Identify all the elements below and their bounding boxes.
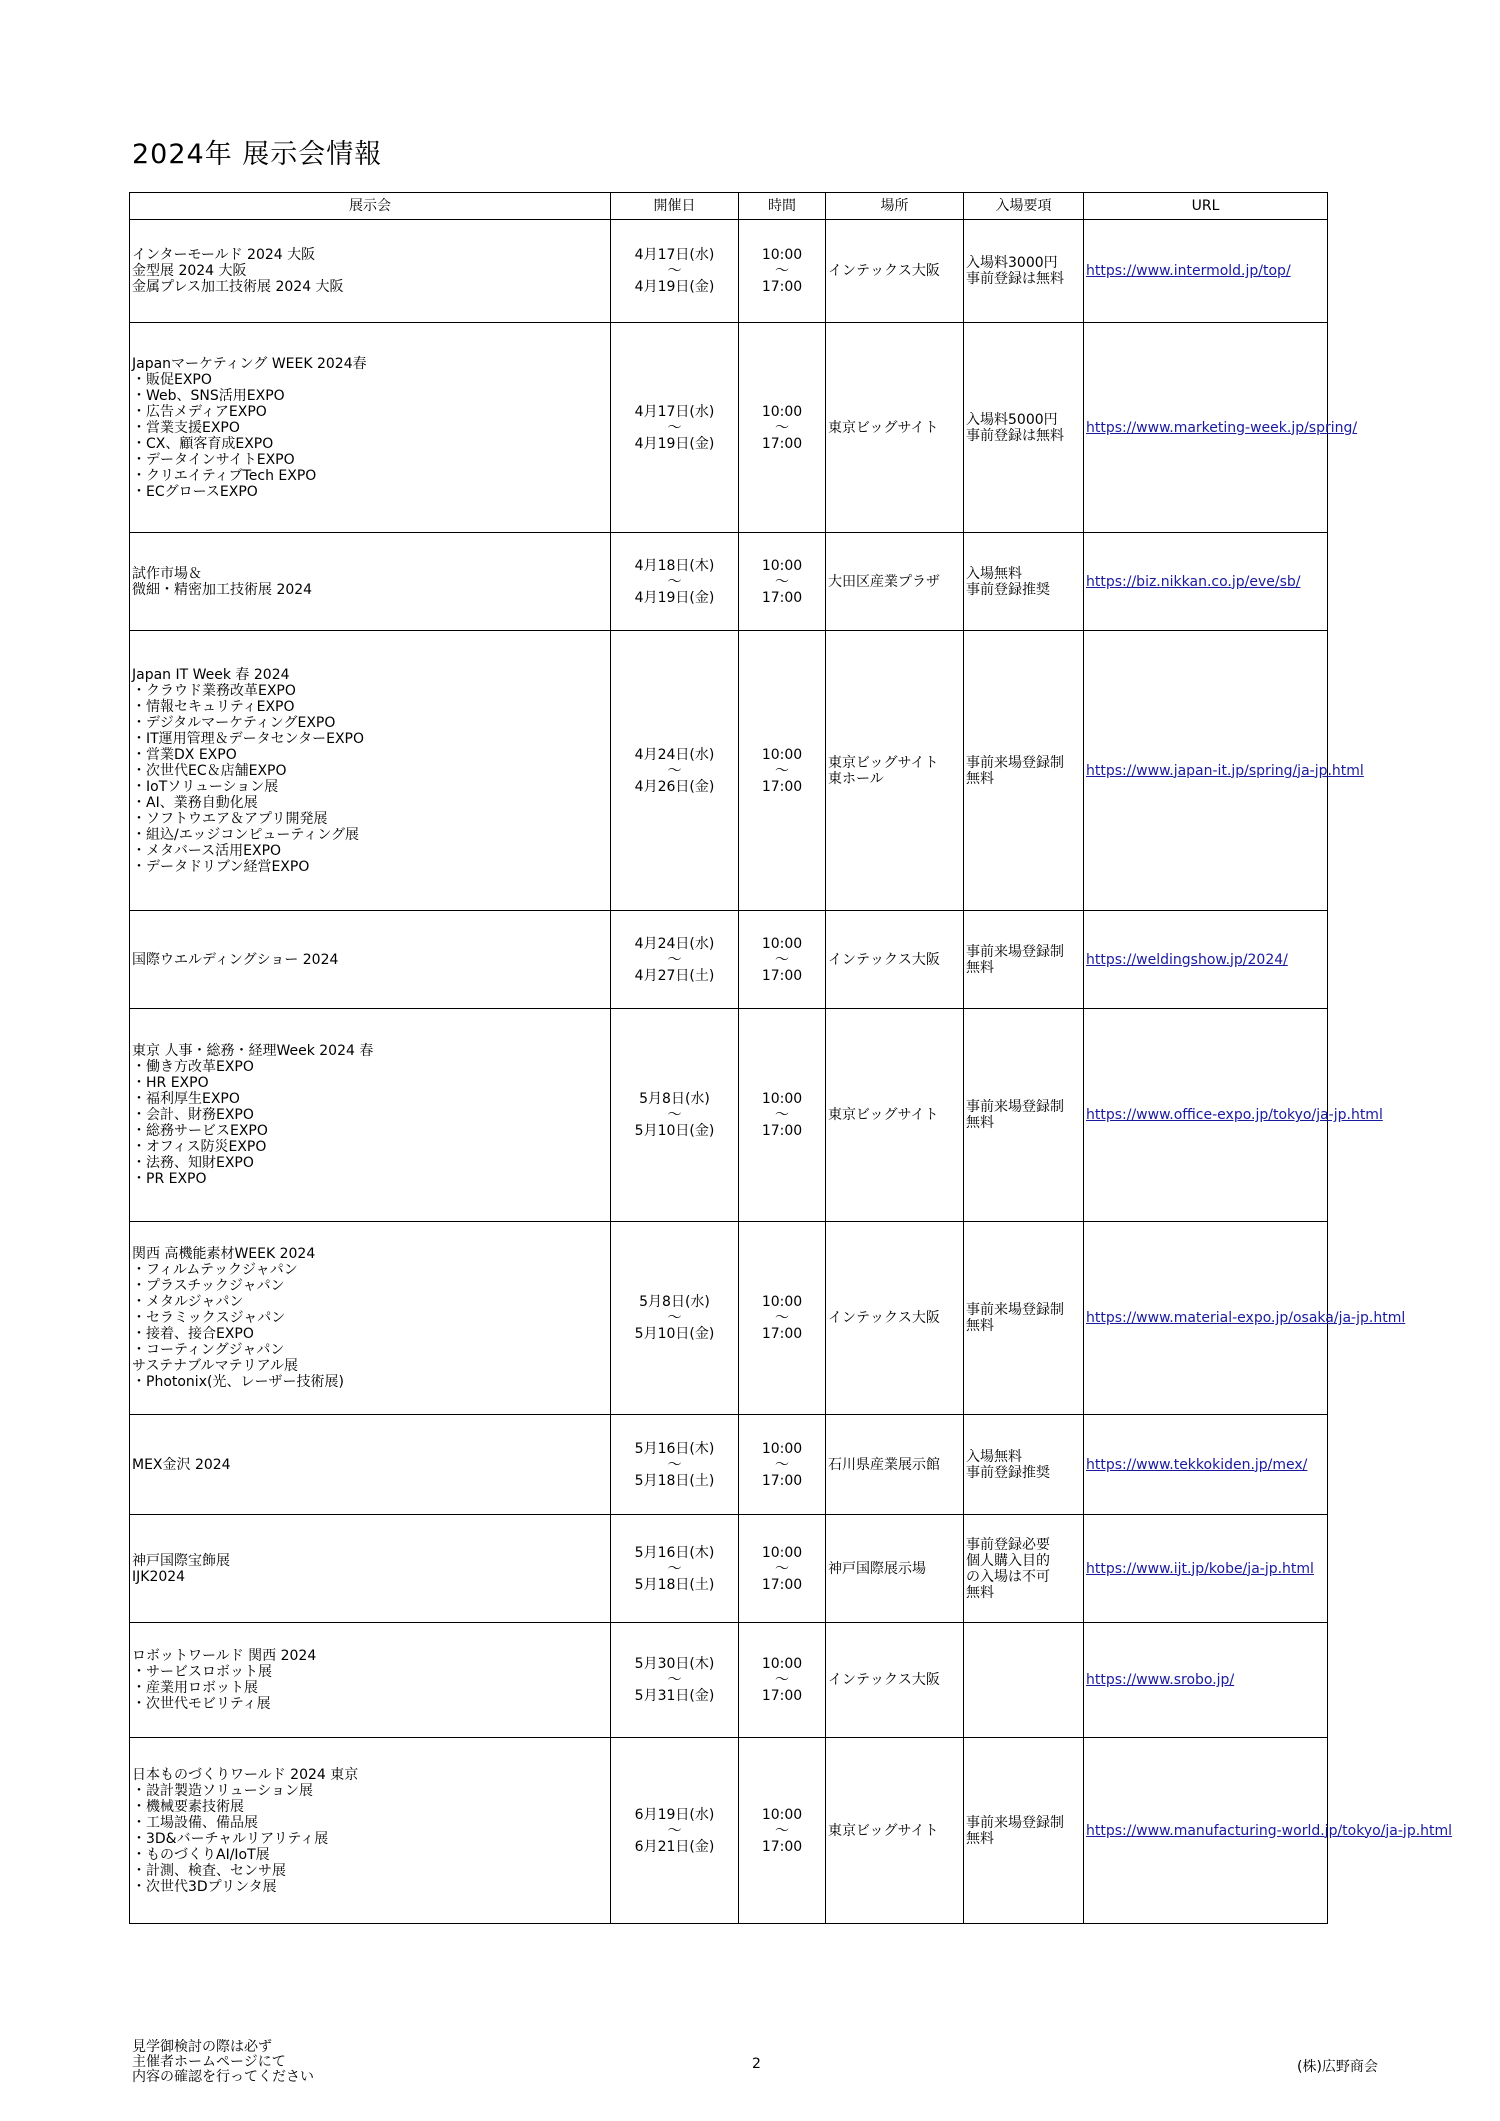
name-line: ・データインサイトEXPO: [132, 451, 295, 468]
event-url-link[interactable]: https://www.marketing-week.jp/spring/: [1086, 419, 1358, 436]
name-line: ・次世代モビリティ展: [132, 1696, 271, 1712]
time-line: ～: [775, 1310, 789, 1326]
venue-line: インテックス大阪: [828, 951, 940, 968]
name-line: 東京 人事・総務・経理Week 2024 春: [132, 1043, 374, 1059]
name-line: ・IoTソリューション展: [132, 778, 279, 795]
cell-venue: [826, 220, 964, 323]
name-line: ・デジタルマーケティングEXPO: [132, 714, 336, 731]
name-line: インターモールド 2024 大阪: [132, 247, 316, 263]
name-line: IJK2024: [132, 1568, 186, 1585]
cell-date: [611, 323, 739, 533]
name-line: ・プラスチックジャパン: [132, 1278, 285, 1294]
event-url-link[interactable]: https://biz.nikkan.co.jp/eve/sb/: [1086, 573, 1301, 590]
name-line: ・コーティングジャパン: [132, 1342, 285, 1358]
date-line: 4月24日(水): [634, 935, 715, 952]
cell-entry: [964, 220, 1084, 323]
time-line: 10:00: [761, 403, 803, 420]
header-time: 時間: [739, 193, 826, 220]
venue-line: 東京ビッグサイト: [828, 1107, 939, 1123]
event-url-link[interactable]: https://www.office-expo.jp/tokyo/ja-jp.html: [1086, 1107, 1383, 1123]
entry-line: 事前来場登録制: [966, 943, 1064, 960]
date-line: ～: [667, 1310, 682, 1326]
name-line: ・広告メディアEXPO: [132, 403, 267, 420]
cell-url: [1084, 1222, 1406, 1415]
name-line: ・接着、接合EXPO: [132, 1326, 254, 1342]
venue-line: 大田区産業プラザ: [828, 573, 940, 590]
date-line: ～: [667, 951, 682, 968]
cell-venue: [826, 1222, 964, 1415]
header-venue: 場所: [826, 193, 964, 220]
cell-time: [739, 1009, 826, 1222]
name-line: ・販促EXPO: [132, 371, 212, 388]
name-line: ・働き方改革EXPO: [132, 1059, 254, 1075]
name-line: ・ECグロースEXPO: [132, 483, 258, 500]
name-line: Japan IT Week 春 2024: [132, 666, 290, 683]
cell-entry: [964, 323, 1084, 533]
name-line: ・HR EXPO: [132, 1075, 209, 1091]
name-line: ・会計、財務EXPO: [132, 1107, 254, 1123]
entry-line: 入場料3000円: [966, 255, 1058, 271]
name-line: ・計測、検査、センサ展: [132, 1862, 286, 1879]
table-row: [130, 1415, 1328, 1515]
name-line: 試作市場＆: [132, 565, 202, 582]
name-line: ・3D&バーチャルリアリティ展: [132, 1830, 329, 1847]
time-line: ～: [775, 762, 789, 779]
cell-venue: [826, 1623, 964, 1738]
cell-venue: [826, 1009, 964, 1222]
date-line: 6月19日(水): [634, 1806, 715, 1823]
entry-line: 事前来場登録制: [966, 1302, 1064, 1318]
time-line: 17:00: [761, 1472, 803, 1489]
footer-note-line: 主催者ホームページにて: [132, 2054, 286, 2070]
entry-line: の入場は不可: [966, 1568, 1050, 1585]
time-line: ～: [775, 1822, 789, 1839]
cell-date: [611, 911, 739, 1009]
time-line: 10:00: [761, 557, 803, 574]
table-row: [130, 1738, 1328, 1924]
cell-date: [611, 533, 739, 631]
cell-time: [739, 220, 826, 323]
cell-name: [130, 1515, 611, 1623]
cell-name: [130, 220, 611, 323]
time-line: 17:00: [761, 435, 803, 452]
cell-time: [739, 1515, 826, 1623]
entry-line: 事前登録は無料: [966, 427, 1064, 444]
cell-date: [611, 1623, 739, 1738]
cell-date: [611, 1009, 739, 1222]
name-line: ロボットワールド 関西 2024: [132, 1648, 317, 1664]
date-line: ～: [667, 1822, 682, 1839]
cell-name: [130, 911, 611, 1009]
date-line: ～: [667, 419, 682, 436]
venue-line: インテックス大阪: [828, 1310, 940, 1326]
event-url-link[interactable]: https://www.japan-it.jp/spring/ja-jp.html: [1086, 762, 1364, 779]
time-line: ～: [775, 1672, 789, 1688]
cell-name: [130, 323, 611, 533]
cell-entry: [964, 1623, 1084, 1738]
cell-venue: [826, 1738, 964, 1924]
venue-line: 神戸国際展示場: [828, 1560, 926, 1577]
entry-line: 無料: [966, 959, 994, 976]
entry-line: 入場無料: [966, 1448, 1022, 1465]
name-line: ・営業支援EXPO: [132, 419, 240, 436]
name-line: ・工場設備、備品展: [132, 1814, 258, 1831]
cell-time: [739, 533, 826, 631]
name-line: ・クリエイティブTech EXPO: [132, 467, 317, 484]
time-line: 10:00: [761, 746, 803, 763]
exhibition-table: [129, 192, 1453, 1924]
date-line: 5月8日(水): [639, 1294, 710, 1310]
cell-date: [611, 1415, 739, 1515]
cell-name: [130, 1623, 611, 1738]
event-url-link[interactable]: https://www.intermold.jp/top/: [1086, 263, 1291, 279]
date-line: 4月24日(水): [634, 746, 715, 763]
cell-time: [739, 631, 826, 911]
time-line: 10:00: [761, 1294, 803, 1310]
cell-entry: [964, 1009, 1084, 1222]
name-line: 関西 高機能素材WEEK 2024: [132, 1246, 316, 1262]
date-line: 5月18日(土): [634, 1576, 715, 1593]
name-line: ・AI、業務自動化展: [132, 794, 258, 811]
time-line: ～: [775, 1456, 789, 1473]
table-row: [130, 631, 1328, 911]
date-line: 5月30日(木): [634, 1656, 715, 1672]
date-line: 5月18日(土): [634, 1472, 715, 1489]
time-line: 17:00: [761, 1838, 803, 1855]
date-line: ～: [667, 762, 682, 779]
cell-venue: [826, 1415, 964, 1515]
table-row: [130, 1222, 1328, 1415]
entry-line: 無料: [966, 1584, 994, 1601]
name-line: ・データドリブン経営EXPO: [132, 858, 310, 875]
table-row: [130, 323, 1328, 533]
event-url-link[interactable]: https://www.srobo.jp/: [1086, 1672, 1235, 1688]
cell-entry: [964, 911, 1084, 1009]
name-line: ・サービスロボット展: [132, 1664, 272, 1680]
entry-line: 事前登録推奨: [966, 1464, 1050, 1481]
name-line: ・ソフトウエア＆アプリ開発展: [132, 810, 328, 827]
cell-entry: [964, 1415, 1084, 1515]
cell-name: [130, 1415, 611, 1515]
entry-line: 事前来場登録制: [966, 754, 1064, 771]
cell-date: [611, 1222, 739, 1415]
name-line: Japanマーケティング WEEK 2024春: [132, 355, 367, 372]
date-line: ～: [667, 1672, 682, 1688]
date-line: 5月31日(金): [634, 1688, 715, 1704]
cell-time: [739, 1222, 826, 1415]
cell-entry: [964, 1222, 1084, 1415]
cell-url: [1084, 220, 1328, 323]
date-line: 4月19日(金): [634, 435, 715, 452]
cell-entry: [964, 1738, 1084, 1924]
time-line: ～: [775, 951, 789, 968]
time-line: 10:00: [761, 1440, 803, 1457]
cell-time: [739, 1415, 826, 1515]
time-line: 17:00: [761, 1326, 803, 1342]
cell-name: [130, 631, 611, 911]
footer-note-line: 内容の確認を行ってください: [132, 2069, 314, 2085]
date-line: 5月16日(木): [634, 1544, 715, 1561]
name-line: ・情報セキュリティEXPO: [132, 698, 295, 715]
name-line: 神戸国際宝飾展: [132, 1552, 230, 1569]
entry-line: 個人購入目的: [966, 1552, 1050, 1569]
date-line: ～: [667, 1456, 682, 1473]
time-line: ～: [775, 419, 789, 436]
event-url-link[interactable]: https://weldingshow.jp/2024/: [1086, 951, 1288, 968]
date-line: 4月27日(土): [634, 967, 715, 984]
cell-date: [611, 1515, 739, 1623]
event-url-link[interactable]: https://www.manufacturing-world.jp/tokyo/ja-jp.html: [1086, 1822, 1453, 1839]
name-line: ・営業DX EXPO: [132, 746, 237, 763]
time-line: 10:00: [761, 1656, 803, 1672]
cell-entry: [964, 631, 1084, 911]
time-line: 17:00: [761, 589, 803, 606]
name-line: ・法務、知財EXPO: [132, 1155, 254, 1171]
table-row: [130, 220, 1328, 323]
name-line: ・次世代EC＆店舗EXPO: [132, 762, 287, 779]
time-line: ～: [775, 573, 789, 590]
time-line: 17:00: [761, 967, 803, 984]
name-line: ・フィルムテックジャパン: [132, 1262, 298, 1278]
time-line: 10:00: [761, 935, 803, 952]
name-line: ・ものづくりAI/IoT展: [132, 1846, 270, 1863]
cell-venue: [826, 631, 964, 911]
name-line: ・福利厚生EXPO: [132, 1091, 240, 1107]
name-line: ・IT運用管理＆データセンターEXPO: [132, 730, 365, 747]
name-line: ・CX、顧客育成EXPO: [132, 435, 274, 452]
name-line: ・産業用ロボット展: [132, 1680, 258, 1696]
date-line: 4月26日(金): [634, 778, 715, 795]
name-line: ・メタルジャパン: [132, 1294, 244, 1310]
cell-name: [130, 1009, 611, 1222]
date-line: ～: [667, 1560, 682, 1577]
cell-name: [130, 533, 611, 631]
date-line: 6月21日(金): [634, 1838, 715, 1855]
cell-time: [739, 1623, 826, 1738]
venue-line: 東京ビッグサイト: [828, 754, 939, 771]
venue-line: 石川県産業展示館: [828, 1456, 940, 1473]
entry-line: 事前来場登録制: [966, 1099, 1064, 1115]
cell-name: [130, 1222, 611, 1415]
time-line: 17:00: [761, 778, 803, 795]
table-header-row: [130, 193, 1328, 220]
cell-url: [1084, 911, 1328, 1009]
table-row: [130, 1515, 1328, 1623]
cell-time: [739, 323, 826, 533]
cell-venue: [826, 533, 964, 631]
table-row: [130, 1623, 1328, 1738]
header-entry: 入場要項: [964, 193, 1084, 220]
entry-line: 入場無料: [966, 565, 1022, 582]
name-line: ・設計製造ソリューション展: [132, 1782, 314, 1799]
name-line: 国際ウエルディングショー 2024: [132, 951, 339, 968]
table-row: [130, 911, 1328, 1009]
entry-line: 事前登録推奨: [966, 581, 1050, 598]
table-row: [130, 1009, 1328, 1222]
name-line: ・次世代3Dプリンタ展: [132, 1878, 277, 1895]
date-line: 4月19日(金): [634, 279, 715, 295]
entry-line: 事前登録は無料: [966, 271, 1064, 287]
cell-url: [1084, 323, 1358, 533]
cell-url: [1084, 631, 1364, 911]
header-name: 展示会: [130, 193, 611, 220]
entry-line: 無料: [966, 1318, 994, 1334]
cell-url: [1084, 1415, 1328, 1515]
date-line: 5月16日(木): [634, 1440, 715, 1457]
cell-url: [1084, 1623, 1328, 1738]
company-name: (株)広野商会: [1297, 2059, 1378, 2075]
footer-note-line: 見学御検討の際は必ず: [132, 2039, 272, 2055]
cell-url: [1084, 533, 1328, 631]
name-line: ・オフィス防災EXPO: [132, 1139, 267, 1155]
cell-time: [739, 911, 826, 1009]
cell-entry: [964, 1515, 1084, 1623]
name-line: ・メタバース活用EXPO: [132, 842, 282, 859]
cell-venue: [826, 323, 964, 533]
name-line: 金属プレス加工技術展 2024 大阪: [132, 279, 344, 295]
cell-date: [611, 1738, 739, 1924]
time-line: 10:00: [761, 1806, 803, 1823]
event-url-link[interactable]: https://www.tekkokiden.jp/mex/: [1086, 1456, 1308, 1473]
event-url-link[interactable]: https://www.ijt.jp/kobe/ja-jp.html: [1086, 1560, 1314, 1577]
cell-url: [1084, 1009, 1383, 1222]
date-line: 4月18日(木): [634, 557, 715, 574]
time-line: 10:00: [761, 247, 803, 263]
entry-line: 無料: [966, 1830, 994, 1847]
cell-date: [611, 631, 739, 911]
date-line: 5月8日(水): [639, 1091, 710, 1107]
name-line: ・クラウド業務改革EXPO: [132, 682, 296, 699]
name-line: ・Web、SNS活用EXPO: [132, 387, 285, 404]
name-line: ・機械要素技術展: [132, 1798, 244, 1815]
name-line: ・組込/エッジコンピューティング展: [132, 826, 360, 843]
venue-line: インテックス大阪: [828, 1672, 940, 1688]
entry-line: 無料: [966, 1115, 994, 1131]
cell-url: [1084, 1515, 1328, 1623]
entry-line: 入場料5000円: [966, 411, 1058, 428]
time-line: 17:00: [761, 279, 803, 295]
time-line: 17:00: [761, 1123, 803, 1139]
time-line: ～: [775, 1107, 789, 1123]
date-line: 4月19日(金): [634, 589, 715, 606]
table-row: [130, 533, 1328, 631]
entry-line: 事前来場登録制: [966, 1814, 1064, 1831]
entry-line: 無料: [966, 770, 994, 787]
date-line: 5月10日(金): [634, 1326, 715, 1342]
header-date: 開催日: [611, 193, 739, 220]
cell-venue: [826, 1515, 964, 1623]
venue-line: インテックス大阪: [828, 263, 940, 279]
name-line: サステナブルマテリアル展: [132, 1358, 299, 1374]
date-line: ～: [667, 573, 682, 590]
venue-line: 東ホール: [828, 770, 884, 787]
date-line: 5月10日(金): [634, 1123, 715, 1139]
time-line: 17:00: [761, 1576, 803, 1593]
cell-name: [130, 1738, 611, 1924]
header-url: URL: [1084, 193, 1328, 220]
name-line: 日本ものづくりワールド 2024 東京: [132, 1766, 359, 1783]
cell-date: [611, 220, 739, 323]
page-title: 2024年 展示会情報: [132, 139, 383, 170]
entry-line: 事前登録必要: [966, 1536, 1050, 1553]
time-line: 10:00: [761, 1544, 803, 1561]
time-line: ～: [775, 263, 789, 279]
date-line: ～: [667, 1107, 682, 1123]
date-line: 4月17日(水): [634, 247, 715, 263]
name-line: 微細・精密加工技術展 2024: [132, 581, 313, 598]
venue-line: 東京ビッグサイト: [828, 419, 939, 436]
name-line: ・セラミックスジャパン: [132, 1310, 286, 1326]
name-line: ・総務サービスEXPO: [132, 1123, 268, 1139]
cell-venue: [826, 911, 964, 1009]
name-line: ・PR EXPO: [132, 1171, 207, 1187]
page-number: 2: [752, 2056, 761, 2072]
date-line: ～: [667, 263, 682, 279]
event-url-link[interactable]: https://www.material-expo.jp/osaka/ja-jp.html: [1086, 1310, 1406, 1326]
time-line: 17:00: [761, 1688, 803, 1704]
cell-entry: [964, 533, 1084, 631]
name-line: ・Photonix(光、レーザー技術展): [132, 1374, 344, 1390]
cell-time: [739, 1738, 826, 1924]
time-line: ～: [775, 1560, 789, 1577]
cell-url: [1084, 1738, 1453, 1924]
venue-line: 東京ビッグサイト: [828, 1822, 939, 1839]
footer-note: [132, 2040, 314, 2085]
date-line: 4月17日(水): [634, 403, 715, 420]
name-line: MEX金沢 2024: [132, 1456, 231, 1473]
time-line: 10:00: [761, 1091, 803, 1107]
name-line: 金型展 2024 大阪: [132, 263, 247, 279]
